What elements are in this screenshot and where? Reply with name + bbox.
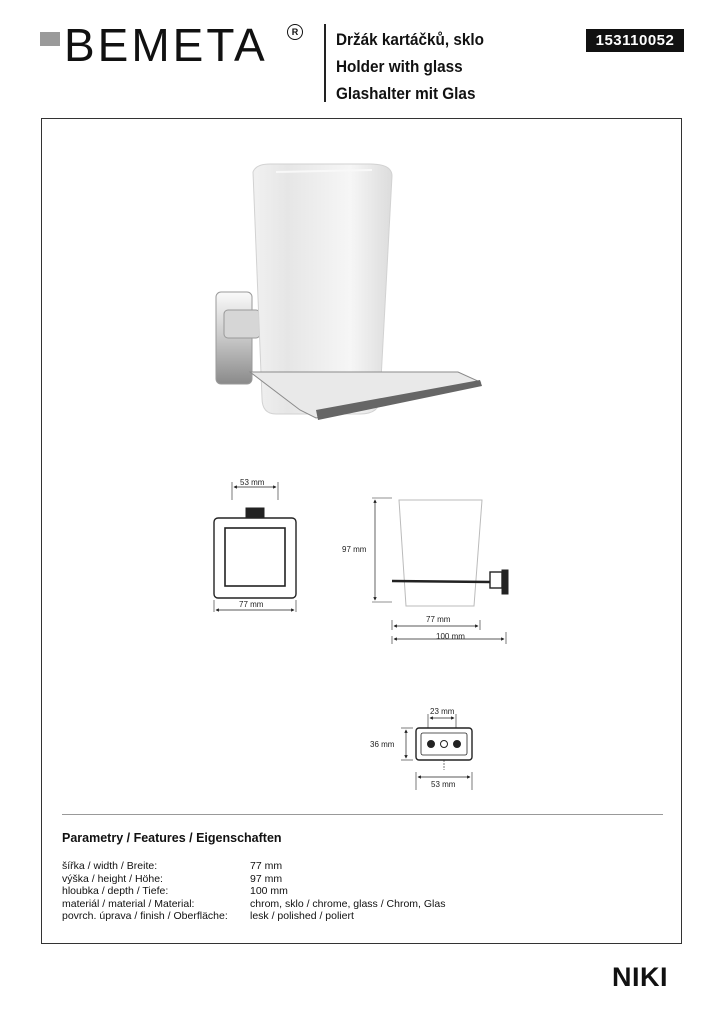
title-de: Glashalter mit Glas: [336, 84, 476, 103]
feature-label: výška / height / Höhe:: [62, 872, 163, 885]
feature-label: povrch. úprava / finish / Oberfläche:: [62, 910, 228, 923]
feature-value: 77 mm: [250, 860, 283, 872]
feature-value: lesk / polished / poliert: [250, 910, 354, 923]
title-en: Holder with glass: [336, 57, 463, 76]
series-name: NIKI: [612, 962, 668, 992]
feature-value: 100 mm: [250, 885, 288, 898]
feature-label: hloubka / depth / Tiefe:: [62, 885, 169, 898]
title-cs: Držák kartáčků, sklo: [336, 30, 484, 49]
feature-row: [62, 910, 445, 923]
dim-front-top: 53 mm: [240, 478, 265, 487]
base-plate-drawing: [401, 714, 472, 790]
dim-side-width-100: 100 mm: [436, 632, 465, 641]
registered-mark-icon: R: [287, 24, 303, 40]
feature-value: chrom, sklo / chrome, glass / Chrom, Glas: [250, 897, 446, 910]
dim-base-bottom: 53 mm: [431, 780, 456, 789]
dim-side-width-77: 77 mm: [426, 615, 451, 624]
front-view-drawing: [214, 482, 296, 612]
dim-base-top: 23 mm: [430, 707, 455, 716]
dim-front-bottom: 77 mm: [239, 600, 264, 609]
features-table: [62, 860, 445, 923]
feature-value: 97 mm: [250, 872, 283, 885]
product-code-badge: 153110052: [586, 29, 684, 52]
features-divider: [62, 814, 663, 815]
feature-row: [62, 885, 445, 898]
feature-row: [62, 860, 445, 873]
dim-side-height: 97 mm: [342, 545, 367, 554]
feature-label: materiál / material / Material:: [62, 897, 195, 910]
feature-row: [62, 898, 445, 911]
feature-row: [62, 873, 445, 886]
features-title: Parametry / Features / Eigenschaften: [62, 831, 282, 845]
product-photo: [216, 164, 482, 420]
feature-label: šířka / width / Breite:: [62, 860, 158, 872]
bracket-arm: [224, 310, 260, 338]
logo-text: BEMETA: [64, 19, 268, 71]
dim-base-side: 36 mm: [370, 740, 395, 749]
